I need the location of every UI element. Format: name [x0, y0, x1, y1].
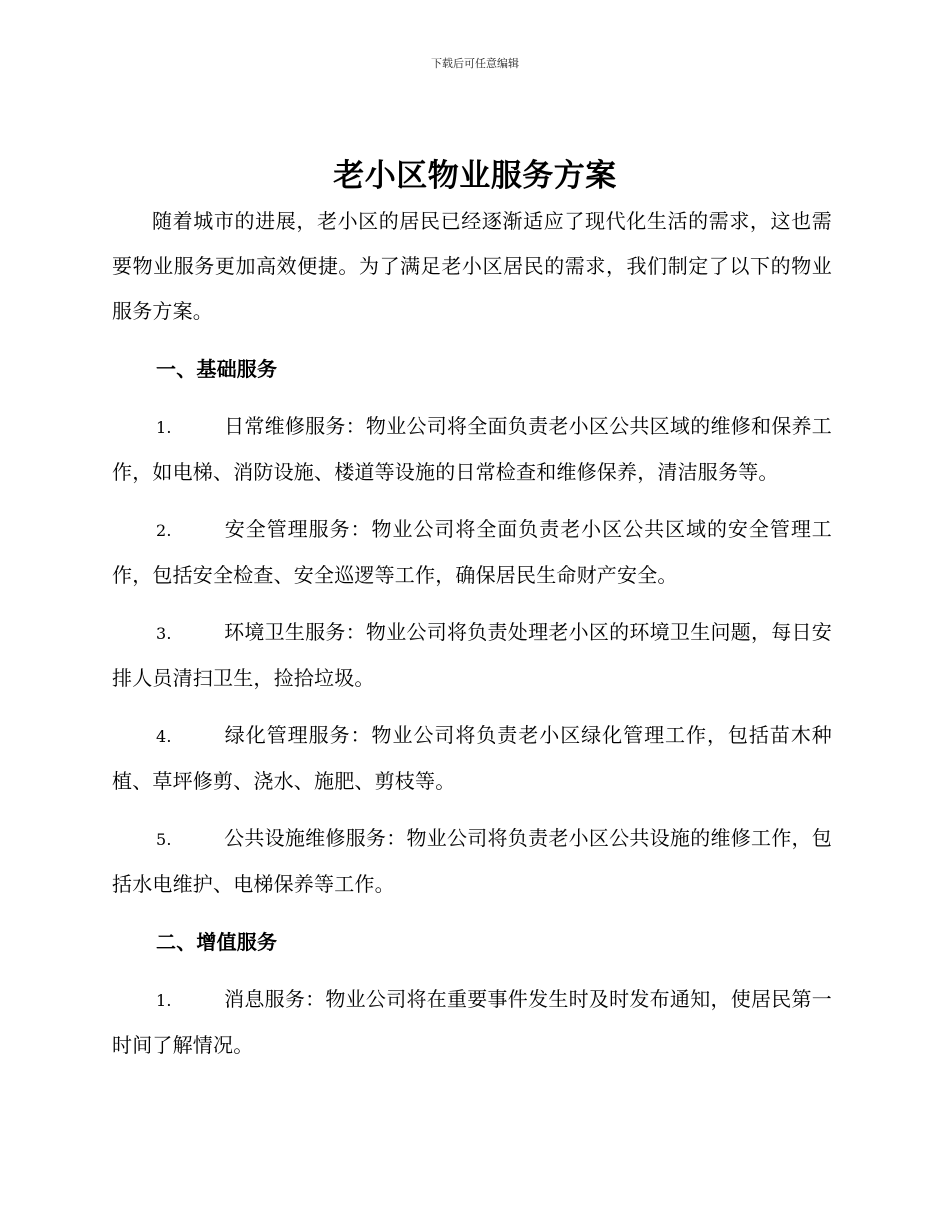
list-item-number: 2.	[156, 521, 172, 540]
list-item	[112, 977, 832, 1068]
page-header-note: 下载后可任意编辑	[431, 57, 519, 70]
list-item	[112, 404, 832, 495]
list-item	[112, 610, 832, 701]
list-item-number: 1.	[156, 991, 172, 1010]
list-item-text: 安全管理服务：物业公司将全面负责老小区公共区域的安全管理工作，包括安全检查、安全巡逻等工作，确保居民生命财产安全。	[112, 517, 832, 587]
list-item-text: 公共设施维修服务：物业公司将负责老小区公共设施的维修工作，包括水电维护、电梯保养等工作。	[112, 826, 832, 896]
list-item-number: 3.	[156, 624, 172, 643]
list-item-number: 1.	[156, 418, 172, 437]
list-item-text: 消息服务：物业公司将在重要事件发生时及时发布通知，使居民第一时间了解情况。	[112, 987, 832, 1057]
list-item-number: 4.	[156, 727, 172, 746]
section-heading-value-added: 二、增值服务	[156, 930, 278, 954]
list-item-number: 5.	[156, 830, 172, 849]
list-item	[112, 507, 832, 598]
list-item-text: 环境卫生服务：物业公司将负责处理老小区的环境卫生问题，每日安排人员清扫卫生，捡拾垃圾。	[112, 620, 832, 690]
list-item	[112, 816, 832, 907]
document-title: 老小区物业服务方案	[333, 158, 617, 194]
section-heading-basic: 一、基础服务	[156, 357, 278, 381]
intro-paragraph: 随着城市的进展，老小区的居民已经逐渐适应了现代化生活的需求，这也需要物业服务更加高效便捷。为了满足老小区居民的需求，我们制定了以下的物业服务方案。	[112, 209, 832, 323]
list-item	[112, 713, 832, 804]
list-item-text: 日常维修服务：物业公司将全面负责老小区公共区域的维修和保养工作，如电梯、消防设施、楼道等设施的日常检查和维修保养，清洁服务等。	[112, 414, 832, 484]
document-body	[112, 199, 832, 1080]
list-item-text: 绿化管理服务：物业公司将负责老小区绿化管理工作，包括苗木种植、草坪修剪、浇水、施肥、剪枝等。	[112, 723, 832, 793]
